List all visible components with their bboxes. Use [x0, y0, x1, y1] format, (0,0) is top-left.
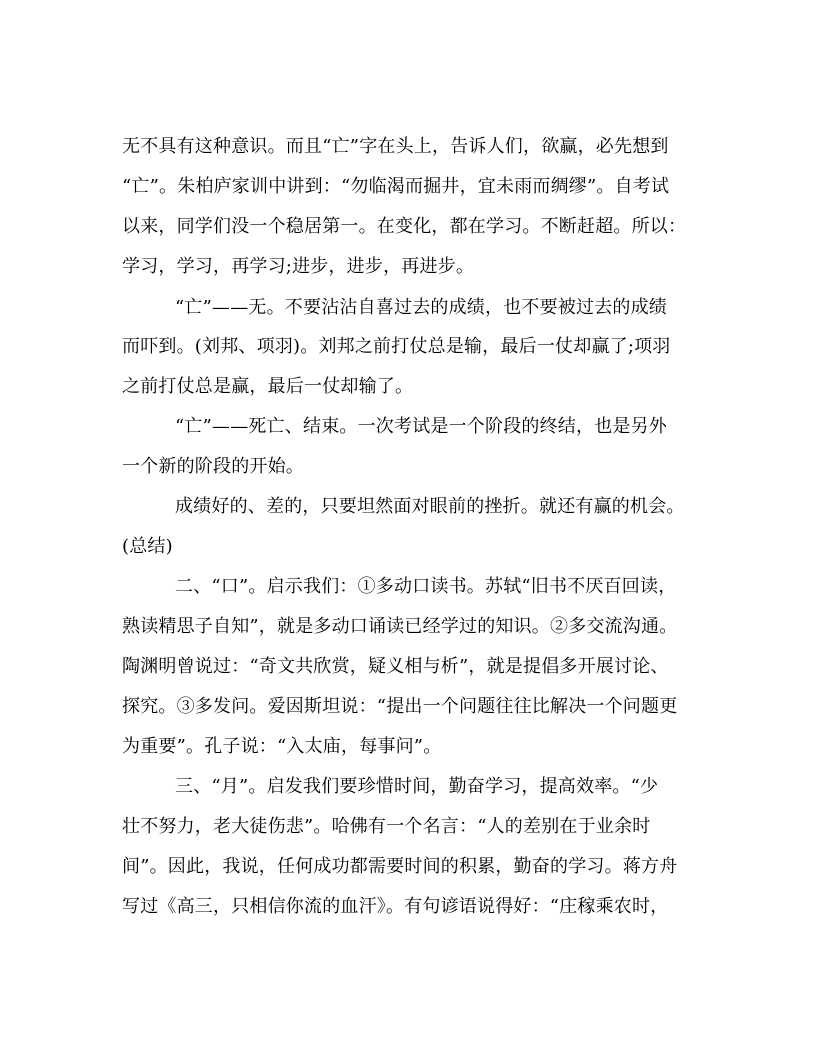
text-line: 壮不努力，老大徒伤悲”。哈佛有一个名言：“人的差别在于业余时 — [122, 816, 651, 837]
text-line: 之前打仗总是赢，最后一仗却输了。 — [122, 376, 414, 397]
text-line: 以来，同学们没一个稳居第一。在变化，都在学习。不断赶超。所以： — [122, 216, 687, 237]
text-line: 学习，学习，再学习;进步，进步，再进步。 — [122, 256, 475, 277]
text-line: (总结) — [122, 536, 173, 557]
text-line: 探究。③多发问。爱因斯坦说：“提出一个问题往往比解决一个问题更 — [122, 696, 678, 717]
text-line: 而吓到。(刘邦、项羽)。刘邦之前打仗总是输，最后一仗却赢了;项羽 — [122, 336, 671, 357]
text-line: “亡”——无。不要沾沾自喜过去的成绩，也不要被过去的成绩 — [175, 297, 668, 318]
text-line: “亡”——死亡、结束。一次考试是一个阶段的终结，也是另外 — [175, 416, 668, 437]
text-line: 一个新的阶段的开始。 — [122, 456, 304, 477]
text-line: 二、“口”。启示我们：①多动口读书。苏轼“旧书不厌百回读， — [175, 576, 677, 597]
text-line: 写过《高三，只相信你流的血汗》。有句谚语说得好：“庄稼乘农时， — [122, 896, 669, 917]
text-line: 熟读精思子自知”，就是多动口诵读已经学过的知识。②多交流沟通。 — [122, 616, 678, 637]
text-line: 陶渊明曾说过：“奇文共欣赏，疑义相与析”，就是提倡多开展讨论、 — [122, 656, 669, 677]
text-line: 成绩好的、差的，只要坦然面对眼前的挫折。就还有赢的机会。 — [175, 496, 685, 517]
text-line: 无不具有这种意识。而且“亡”字在头上，告诉人们，欲赢，必先想到 — [122, 136, 669, 157]
text-line: 为重要”。孔子说：“入太庙，每事问”。 — [122, 736, 442, 757]
text-line: 间”。因此，我说，任何成功都需要时间的积累，勤奋的学习。蒋方舟 — [122, 856, 678, 877]
text-line: “亡”。朱柏庐家训中讲到：“勿临渴而掘井，宜未雨而绸缪”。自考试 — [122, 176, 670, 197]
text-line: 三、“月”。启发我们要珍惜时间，勤奋学习，提高效率。“少 — [175, 776, 659, 797]
